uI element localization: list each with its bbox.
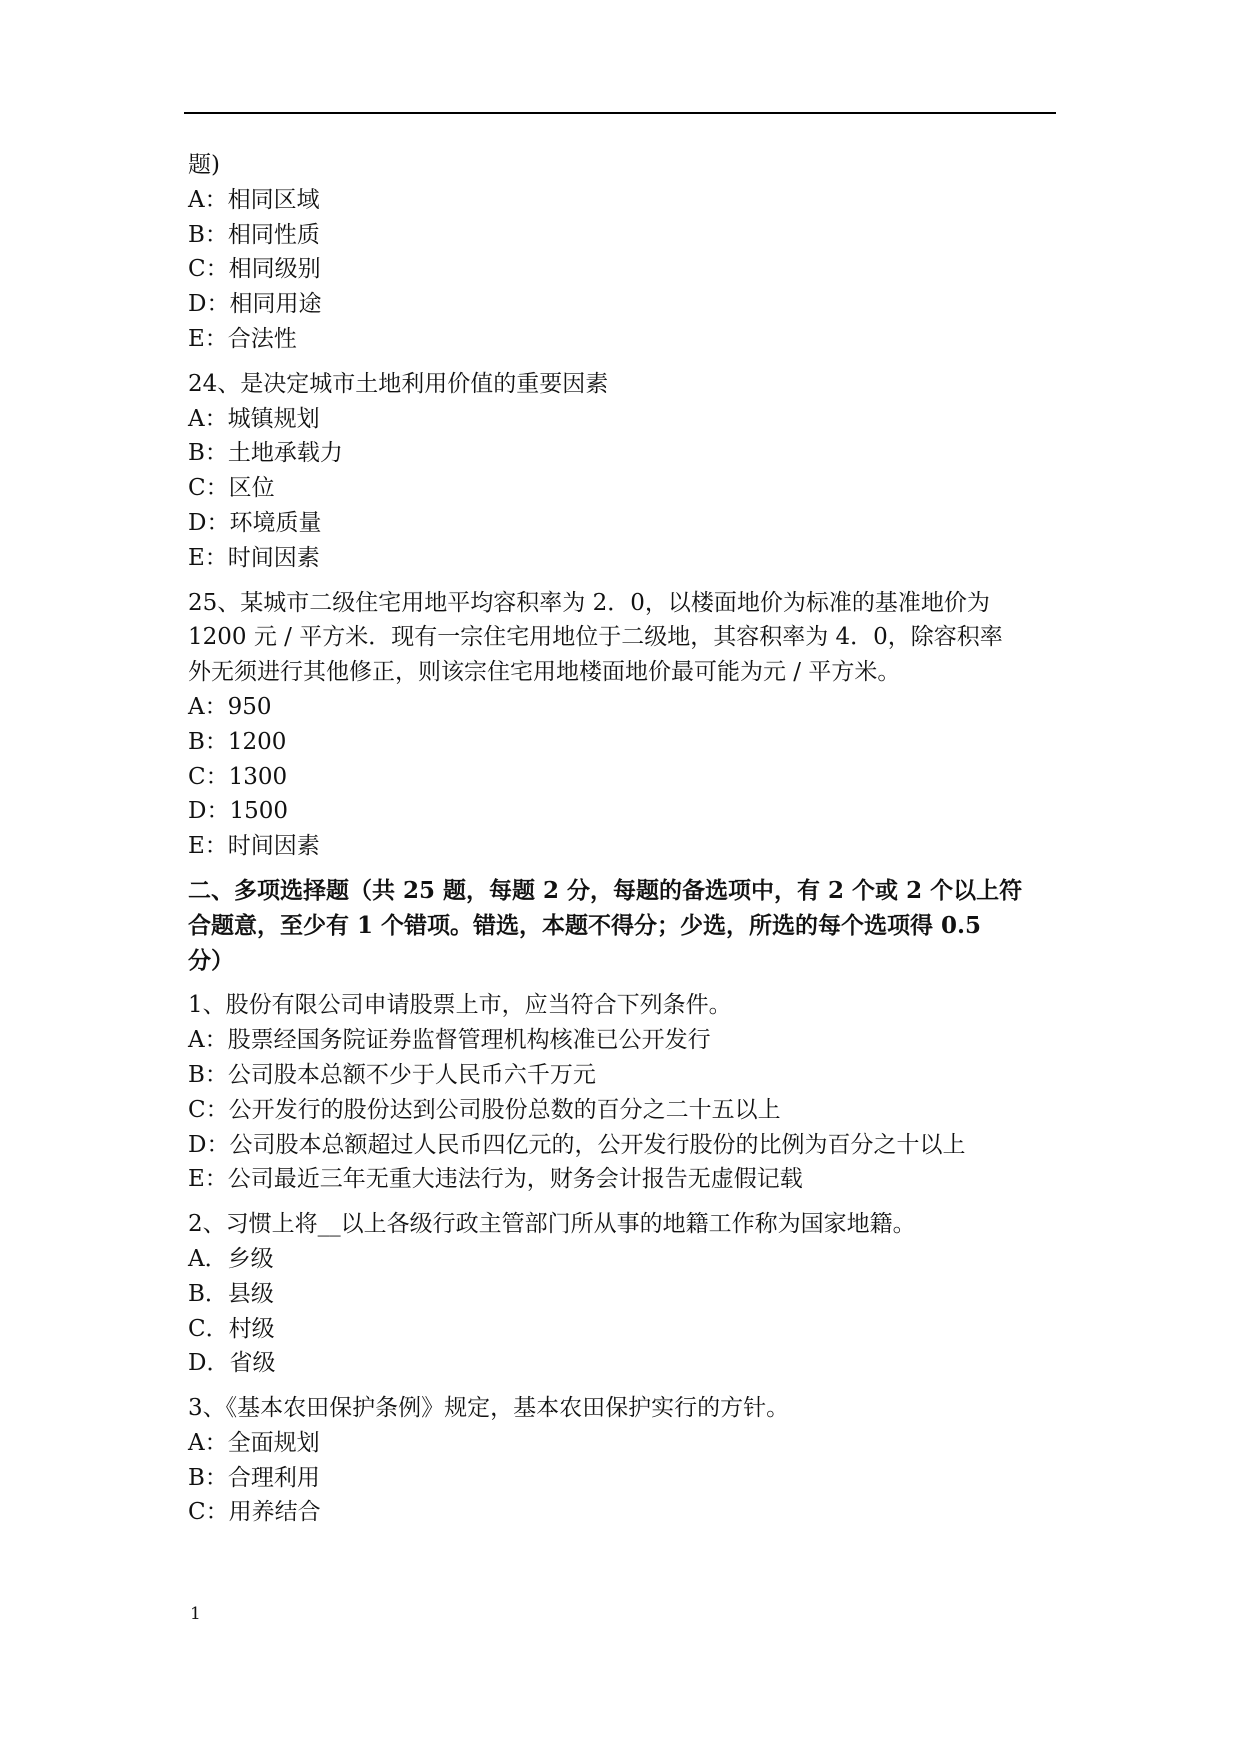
option-e: E：合法性	[188, 325, 297, 352]
option-d: D：相同用途	[188, 291, 322, 318]
page-number: 1	[190, 1604, 201, 1624]
option-d: D．省级	[188, 1350, 276, 1377]
option-a: A：全面规划	[188, 1429, 320, 1456]
question-stem: 2、习惯上将__以上各级行政主管部门所从事的地籍工作称为国家地籍。	[188, 1211, 916, 1238]
document-body	[188, 148, 1056, 1530]
question-24-block	[188, 367, 1056, 576]
option-b: B：合理利用	[188, 1464, 320, 1491]
option-c: C：1300	[188, 763, 288, 790]
option-b: B：相同性质	[188, 221, 320, 248]
question-stem-line-1: 25、某城市二级住宅用地平均容积率为 2．0，以楼面地价为标准的基准地价为	[188, 589, 990, 616]
option-a: A：950	[188, 693, 272, 720]
option-b: B：土地承载力	[188, 440, 343, 467]
header-rule	[184, 112, 1056, 114]
multi-question-3-block	[188, 1391, 1056, 1530]
section-heading-line-3: 分）	[188, 946, 234, 974]
option-e: E：时间因素	[188, 544, 320, 571]
question-stem-line-2: 1200 元 / 平方米．现有一宗住宅用地位于二级地，其容积率为 4．0，除容积率	[188, 624, 1003, 651]
question-stem: 1、股份有限公司申请股票上市，应当符合下列条件。	[188, 992, 732, 1019]
option-b: B：1200	[188, 728, 287, 755]
option-d: D：公司股本总额超过人民币四亿元的，公开发行股份的比例为百分之十以上	[188, 1131, 966, 1158]
option-d: D：1500	[188, 798, 288, 825]
section-heading-line-1: 二、多项选择题（共 25 题，每题 2 分，每题的备选项中，有 2 个或 2 个以上符	[188, 876, 1023, 904]
option-c: C：相同级别	[188, 256, 321, 283]
option-c: C：用养结合	[188, 1499, 321, 1526]
option-b: B：公司股本总额不少于人民币六千万元	[188, 1061, 596, 1088]
option-b: B．县级	[188, 1280, 274, 1307]
option-c: C：区位	[188, 475, 275, 502]
question-stem: 24、是决定城市土地利用价值的重要因素	[188, 370, 609, 397]
option-c: C．村级	[188, 1315, 275, 1342]
option-a: A：相同区域	[188, 186, 320, 213]
option-a: A：股票经国务院证券监督管理机构核准已公开发行	[188, 1027, 711, 1054]
question-23-block	[188, 148, 1056, 357]
option-c: C：公开发行的股份达到公司股份总数的百分之二十五以上	[188, 1096, 781, 1123]
option-d: D：环境质量	[188, 509, 322, 536]
question-stem-tail: 题)	[188, 152, 220, 178]
multi-question-2-block	[188, 1207, 1056, 1381]
question-25-block	[188, 586, 1056, 864]
question-stem-line-3: 外无须进行其他修正，则该宗住宅用地楼面地价最可能为元 / 平方米。	[188, 659, 901, 686]
multi-question-1-block	[188, 988, 1056, 1197]
option-e: E：公司最近三年无重大违法行为，财务会计报告无虚假记载	[188, 1166, 803, 1193]
section-heading-line-2: 合题意，至少有 1 个错项。错选，本题不得分；少选，所选的每个选项得 0.5	[188, 911, 982, 939]
question-stem: 3、《基本农田保护条例》规定，基本农田保护实行的方针。	[188, 1395, 790, 1422]
option-a: A．乡级	[188, 1245, 274, 1272]
option-a: A：城镇规划	[188, 405, 320, 432]
section-heading	[188, 874, 1056, 978]
option-e: E：时间因素	[188, 833, 320, 860]
